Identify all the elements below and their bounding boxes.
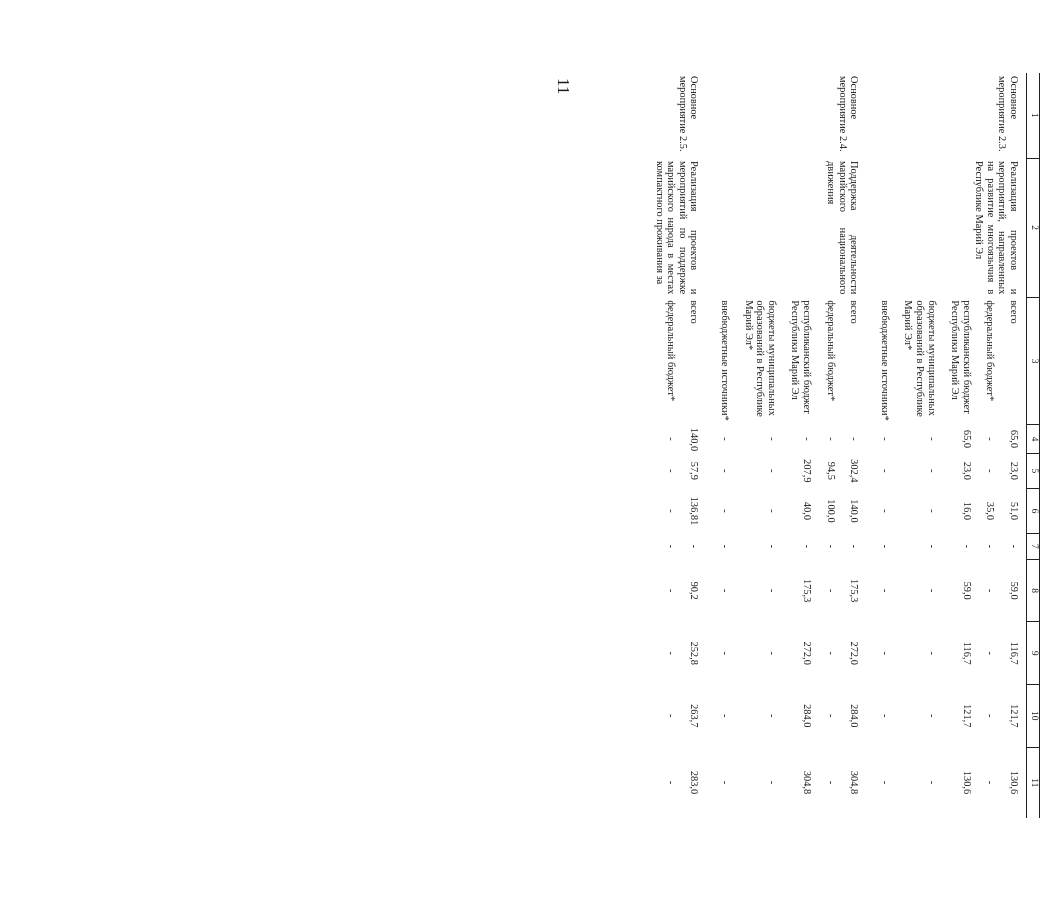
col-header: 10 (1027, 685, 1040, 748)
col-header: 4 (1027, 425, 1040, 453)
value-cell: - (984, 714, 996, 718)
value-cell: - (664, 588, 676, 593)
value-cell: - (765, 780, 777, 785)
value-cell: - (984, 544, 996, 549)
value-cell: - (824, 544, 836, 549)
funding-source: внебюджетные источники* (878, 300, 890, 421)
funding-source: бюджеты муниципальных образований в Республике Марий Эл* (902, 300, 937, 417)
value-cell: - (925, 780, 937, 785)
value-cell: - (925, 544, 937, 549)
value-cell: - (878, 651, 890, 655)
value-cell: 304,8 (801, 770, 813, 795)
value-cell: - (719, 544, 731, 549)
value-cell: 94,5 (824, 461, 836, 480)
value-cell: 65,0 (1008, 429, 1019, 449)
value-cell: 40,0 (801, 501, 813, 521)
col-header: 6 (1027, 489, 1040, 534)
value-cell: 140,0 (848, 499, 860, 523)
value-cell: - (664, 651, 676, 655)
value-cell: - (878, 588, 890, 593)
value-cell: - (960, 544, 972, 549)
value-cell: 51,0 (1008, 501, 1019, 521)
value-cell: 130,6 (960, 770, 972, 795)
page-number: 11 (554, 78, 573, 95)
value-cell: 57,9 (688, 461, 700, 480)
value-cell: 65,0 (960, 429, 972, 449)
value-cell: 35,0 (984, 501, 996, 521)
value-cell: - (984, 469, 996, 473)
value-cell: 59,0 (1008, 581, 1019, 600)
value-cell: 23,0 (1008, 461, 1019, 480)
value-cell: 175,3 (801, 578, 813, 603)
table-row (676, 73, 707, 818)
value-cell: - (925, 469, 937, 473)
value-cell: - (925, 714, 937, 718)
value-cell: 175,3 (848, 578, 860, 603)
value-cell: - (765, 509, 777, 513)
value-cell: - (664, 469, 676, 473)
value-cell: 284,0 (848, 704, 860, 728)
value-cell: - (878, 437, 890, 441)
funding-source: федеральный бюджет* (984, 300, 996, 402)
value-cell: - (688, 544, 700, 549)
value-cell: - (719, 437, 731, 441)
value-cell: - (719, 651, 731, 655)
value-cell: - (719, 509, 731, 513)
funding-source: федеральный бюджет* (664, 300, 676, 402)
value-cell: - (765, 651, 777, 655)
value-cell: 207,9 (801, 459, 813, 483)
funding-source: федеральный бюджет* (824, 300, 836, 402)
col-header: 9 (1027, 622, 1040, 685)
funding-source: внебюджетные источники* (719, 300, 731, 421)
value-cell: - (719, 714, 731, 718)
budget-table-sheet (520, 73, 1040, 818)
value-cell: - (719, 469, 731, 473)
value-cell: 272,0 (801, 641, 813, 665)
value-cell: - (878, 544, 890, 549)
table-row (995, 73, 1026, 818)
value-cell: 130,6 (1008, 770, 1019, 795)
funding-source: бюджеты муниципальных образований в Республике Марий Эл* (742, 300, 777, 417)
measure-id: Основное мероприятие 2.4. (836, 76, 860, 152)
value-cell: - (765, 588, 777, 593)
value-cell: - (984, 588, 996, 593)
value-cell: - (765, 714, 777, 718)
funding-source: всего (848, 300, 860, 324)
value-cell: - (824, 780, 836, 785)
col-header: 7 (1027, 533, 1040, 559)
value-cell: 136,81 (688, 496, 700, 526)
value-cell: - (848, 437, 860, 441)
value-cell: - (878, 469, 890, 473)
value-cell: - (824, 714, 836, 718)
value-cell: - (878, 714, 890, 718)
value-cell: 284,0 (801, 704, 813, 728)
value-cell: - (925, 588, 937, 593)
value-cell: - (801, 544, 813, 549)
col-header: 3 (1027, 297, 1040, 425)
value-cell: - (878, 780, 890, 785)
col-header: 11 (1027, 747, 1040, 818)
value-cell: - (719, 588, 731, 593)
value-cell: - (824, 651, 836, 655)
col-header: 8 (1027, 559, 1040, 622)
value-cell: - (664, 437, 676, 441)
value-cell: 121,7 (960, 704, 972, 728)
value-cell: 100,0 (824, 499, 836, 523)
value-cell: - (925, 509, 937, 513)
value-cell: 90,2 (688, 581, 700, 600)
measure-id: Основное мероприятие 2.3. (996, 76, 1019, 152)
value-cell: - (984, 651, 996, 655)
value-cell: 140,0 (688, 427, 700, 452)
value-cell: 59,0 (960, 581, 972, 600)
value-cell: - (765, 469, 777, 473)
value-cell: 304,8 (848, 770, 860, 795)
value-cell: 116,7 (960, 641, 972, 665)
col-header: 1 (1027, 73, 1040, 158)
value-cell: 116,7 (1008, 641, 1019, 665)
value-cell: - (925, 437, 937, 441)
value-cell: - (664, 714, 676, 718)
value-cell: - (1008, 544, 1019, 549)
value-cell: - (719, 780, 731, 785)
value-cell: 302,4 (848, 459, 860, 483)
value-cell: - (664, 509, 676, 513)
value-cell: - (801, 437, 813, 441)
value-cell: 16,0 (960, 501, 972, 521)
value-cell: 283,0 (688, 770, 700, 795)
value-cell: - (664, 544, 676, 549)
value-cell: 263,7 (688, 704, 700, 728)
value-cell: - (824, 588, 836, 593)
value-cell: 23,0 (960, 461, 972, 480)
value-cell: - (848, 544, 860, 549)
funding-source: всего (1008, 300, 1019, 324)
value-cell: - (664, 780, 676, 785)
value-cell: - (984, 437, 996, 441)
value-cell: - (824, 437, 836, 441)
value-cell: - (765, 544, 777, 549)
column-number-row (1027, 73, 1040, 818)
funding-source: республиканский бюджет Республики Марий Эл (789, 300, 813, 414)
table-body (652, 73, 1026, 818)
value-cell: - (878, 509, 890, 513)
table-row (836, 73, 867, 818)
value-cell: - (765, 437, 777, 441)
value-cell: 252,8 (688, 641, 700, 665)
budget-table (652, 73, 1040, 818)
measure-title: Реализация проектов и мероприятий по поддержке марийского народа в местах компактного проживания за (653, 161, 700, 295)
measure-id: Основное мероприятие 2.5. (676, 76, 700, 152)
col-header: 5 (1027, 453, 1040, 488)
col-header: 2 (1027, 158, 1040, 297)
funding-source: всего (688, 300, 700, 324)
value-cell: - (925, 651, 937, 655)
value-cell: 272,0 (848, 641, 860, 665)
funding-source: республиканский бюджет Республики Марий Эл (949, 300, 972, 414)
value-cell: - (984, 780, 996, 785)
value-cell: 121,7 (1008, 704, 1019, 728)
measure-title: Реализация проектов и мероприятий, направленных на развитие многоязычия в Республике Марий Эл (973, 161, 1019, 295)
measure-title: Поддержка деятельности марийского национального движения (825, 161, 860, 295)
